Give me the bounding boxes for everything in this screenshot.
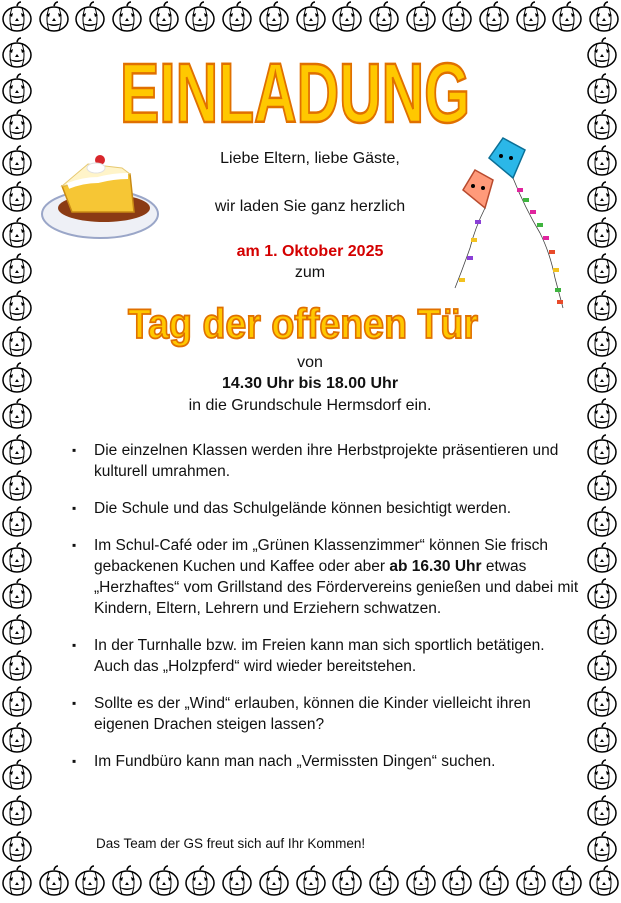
pumpkin-icon xyxy=(585,505,619,539)
pumpkin-icon xyxy=(183,0,217,34)
pumpkin-icon xyxy=(294,864,328,898)
pumpkin-icon xyxy=(585,144,619,178)
list-item-text: In der Turnhalle bzw. im Freien kann man sich sportlich betätigen. Auch das „Holzpferd“ wird wieder bereitstehen. xyxy=(94,637,545,675)
event-date: am 1. Oktober 2025 xyxy=(236,243,384,260)
footer-text: Das Team der GS freut sich auf Ihr Kommen! xyxy=(96,836,366,851)
pumpkin-icon xyxy=(367,0,401,34)
pumpkin-icon xyxy=(220,0,254,34)
pumpkin-icon xyxy=(587,864,621,898)
list-item xyxy=(72,535,582,619)
pumpkin-icon xyxy=(477,0,511,34)
pumpkin-icon xyxy=(585,397,619,431)
pumpkin-icon xyxy=(0,289,34,323)
title-text: EINLADUNG xyxy=(120,46,470,140)
pumpkin-icon xyxy=(0,36,34,70)
list-item-text: etwas „Herzhaftes“ vom Grillstand des Fördervereins genießen und dabei mit Kindern, Eltern, Lehrern und Erziehern schwatzen. xyxy=(94,558,579,617)
event-time: 14.30 Uhr bis 18.00 Uhr xyxy=(221,375,399,392)
pumpkin-icon xyxy=(330,0,364,34)
pumpkin-icon xyxy=(585,685,619,719)
pumpkin-icon xyxy=(110,0,144,34)
pumpkin-icon xyxy=(0,144,34,178)
pumpkin-icon xyxy=(0,361,34,395)
event-title xyxy=(118,296,488,348)
pumpkin-icon xyxy=(0,613,34,647)
pumpkin-icon xyxy=(110,864,144,898)
pumpkin-icon xyxy=(183,864,217,898)
pumpkin-icon xyxy=(585,36,619,70)
list-item-text: Sollte es der „Wind“ erlauben, können die Kinder vielleicht ihren eigenen Drachen steigen lassen? xyxy=(94,695,531,733)
pumpkin-icon xyxy=(147,864,181,898)
program-list xyxy=(72,440,582,788)
pumpkin-icon xyxy=(0,505,34,539)
pumpkin-icon xyxy=(514,864,548,898)
pumpkin-border-right xyxy=(585,36,621,864)
pumpkin-icon xyxy=(585,721,619,755)
pumpkin-border-left xyxy=(0,36,36,864)
list-item-text: Die Schule und das Schulgelände können besichtigt werden. xyxy=(94,500,512,517)
greeting-line-1: Liebe Eltern, liebe Gäste, xyxy=(220,150,400,167)
pumpkin-icon xyxy=(73,0,107,34)
event-von: von xyxy=(297,354,323,371)
pumpkin-icon xyxy=(585,758,619,792)
pumpkin-icon xyxy=(585,469,619,503)
pumpkin-icon xyxy=(0,180,34,214)
kites-icon xyxy=(445,128,575,318)
pumpkin-icon xyxy=(585,541,619,575)
pumpkin-icon xyxy=(0,252,34,286)
pumpkin-icon xyxy=(587,0,621,34)
list-item xyxy=(72,440,582,482)
list-item-text: Die einzelnen Klassen werden ihre Herbstprojekte präsentieren und kulturell umrahmen. xyxy=(94,442,559,480)
pumpkin-icon xyxy=(585,216,619,250)
greeting-line-2: wir laden Sie ganz herzlich xyxy=(214,198,406,215)
pumpkin-icon xyxy=(440,0,474,34)
pumpkin-icon xyxy=(220,864,254,898)
pumpkin-icon xyxy=(585,72,619,106)
pumpkin-icon xyxy=(73,864,107,898)
list-item-bold: ab 16.30 Uhr xyxy=(389,558,482,575)
pumpkin-icon xyxy=(477,864,511,898)
pumpkin-icon xyxy=(330,864,364,898)
list-item-text: Im Schul-Café oder im „Grünen Klassenzimmer“ können Sie frisch gebackenen Kuchen und Kaffee oder aber xyxy=(94,537,548,575)
pumpkin-icon xyxy=(585,180,619,214)
pumpkin-icon xyxy=(0,433,34,467)
pumpkin-icon xyxy=(585,361,619,395)
pumpkin-icon xyxy=(0,685,34,719)
pumpkin-icon xyxy=(0,830,34,864)
pumpkin-icon xyxy=(0,541,34,575)
pumpkin-icon xyxy=(0,72,34,106)
pumpkin-icon xyxy=(0,469,34,503)
pumpkin-icon xyxy=(37,0,71,34)
pumpkin-icon xyxy=(0,216,34,250)
page-title xyxy=(110,40,480,140)
pumpkin-icon xyxy=(147,0,181,34)
pumpkin-icon xyxy=(585,252,619,286)
pumpkin-icon xyxy=(294,0,328,34)
pumpkin-icon xyxy=(0,794,34,828)
pumpkin-icon xyxy=(0,864,34,898)
pumpkin-icon xyxy=(585,577,619,611)
pumpkin-icon xyxy=(585,325,619,359)
pumpkin-icon xyxy=(514,0,548,34)
pumpkin-icon xyxy=(585,108,619,142)
pumpkin-icon xyxy=(0,758,34,792)
pumpkin-icon xyxy=(0,397,34,431)
pumpkin-icon xyxy=(585,433,619,467)
pumpkin-icon xyxy=(550,864,584,898)
list-item xyxy=(72,635,582,677)
pumpkin-icon xyxy=(440,864,474,898)
list-item xyxy=(72,751,582,772)
pumpkin-icon xyxy=(37,864,71,898)
list-item xyxy=(72,498,582,519)
pumpkin-icon xyxy=(257,0,291,34)
pumpkin-icon xyxy=(0,108,34,142)
list-item xyxy=(72,693,582,735)
pumpkin-icon xyxy=(404,0,438,34)
pumpkin-border-top xyxy=(0,0,621,36)
pumpkin-icon xyxy=(257,864,291,898)
pumpkin-icon xyxy=(585,649,619,683)
pumpkin-border-bottom xyxy=(0,864,621,900)
cake-icon xyxy=(38,146,162,242)
pumpkin-icon xyxy=(0,325,34,359)
pumpkin-icon xyxy=(0,649,34,683)
pumpkin-icon xyxy=(550,0,584,34)
pumpkin-icon xyxy=(585,613,619,647)
pumpkin-icon xyxy=(404,864,438,898)
pumpkin-icon xyxy=(0,577,34,611)
pumpkin-icon xyxy=(585,794,619,828)
pumpkin-icon xyxy=(367,864,401,898)
pumpkin-icon xyxy=(585,289,619,323)
pumpkin-icon xyxy=(0,721,34,755)
pumpkin-icon xyxy=(585,830,619,864)
greeting-zum: zum xyxy=(294,264,326,281)
list-item-text: Im Fundbüro kann man nach „Vermissten Dingen“ suchen. xyxy=(94,753,496,770)
pumpkin-icon xyxy=(0,0,34,34)
event-place: in die Grundschule Hermsdorf ein. xyxy=(188,397,432,414)
event-title-text: Tag der offenen Tür xyxy=(128,300,478,347)
